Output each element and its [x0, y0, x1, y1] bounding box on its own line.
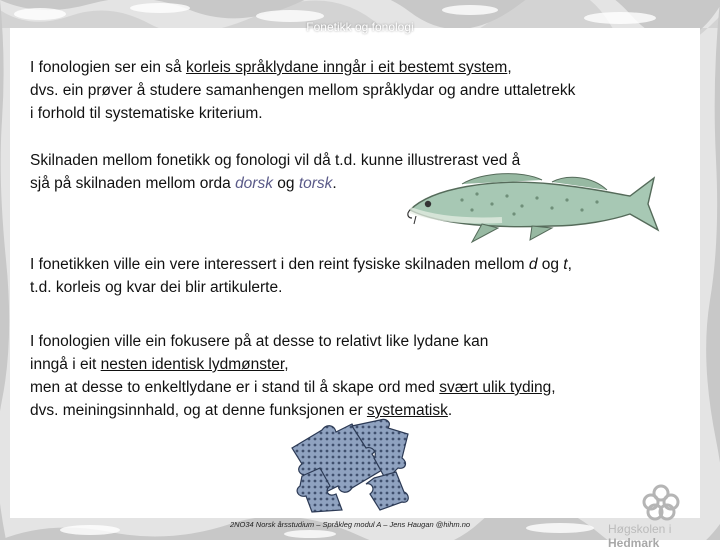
- term-torsk: torsk: [298, 175, 333, 192]
- letter-t: t: [563, 256, 568, 273]
- underlined-phrase: nesten identisk lydmønster: [100, 356, 285, 373]
- institution-logo-text: Høgskolen i Hedmark: [608, 522, 672, 550]
- paragraph-phonology-focus: I fonologien ville ein fokusere på at desse to relativt like lydane kan inngå i eit nesten identisk lydmønster, men at desse to enkeltlydane er i stand til å skape ord med svært ulik tyding, dvs. meiningsinnhald, og at denne funksjonen er systematisk.: [30, 333, 556, 419]
- cod-fish-icon: [402, 170, 662, 245]
- underlined-phrase: systematisk: [366, 402, 448, 419]
- knot-logo-icon: [640, 483, 682, 521]
- term-dorsk: dorsk: [235, 175, 273, 192]
- slide-footer: 2NO34 Norsk årsstudium – Språkleg modul A – Jens Haugan @hihm.no: [229, 520, 471, 529]
- underlined-phrase: svært ulik tyding: [439, 379, 552, 396]
- slide-title: Fonetikk og fonologi: [306, 20, 414, 34]
- paragraph-difference: Skilnaden mellom fonetikk og fonologi vil då t.d. kunne illustrerast ved å sjå på skilnaden mellom orda dorsk og torsk.: [30, 152, 521, 192]
- paragraph-phonetics: I fonetikken ville ein vere interessert i den reint fysiske skilnaden mellom d og t, t.d. korleis og kvar dei blir artikulerte.: [30, 256, 572, 296]
- slide-header: [0, 0, 720, 40]
- underlined-phrase: korleis språklydane inngår i eit bestemt system: [185, 59, 508, 76]
- puzzle-pieces-icon: [282, 418, 417, 513]
- letter-d: d: [528, 256, 538, 273]
- paragraph-phonology-system: I fonologien ser ein så korleis språklydane inngår i eit bestemt system, dvs. ein prøver å studere samanhengen mellom språklydar og andre uttaletrekk i forhold til systematiske kriterium.: [30, 59, 576, 122]
